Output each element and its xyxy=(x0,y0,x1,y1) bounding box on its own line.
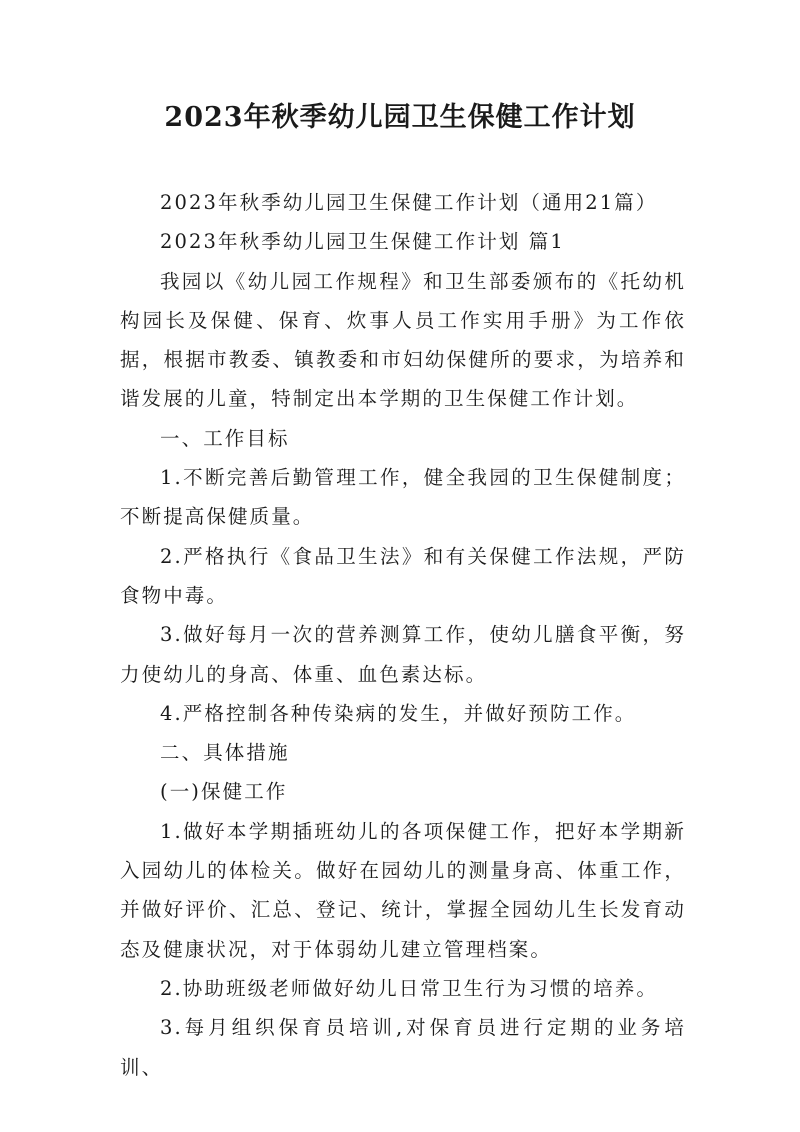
heading-specific-measures: 二、具体措施 xyxy=(160,741,290,765)
intro-paragraph: 我园以《幼儿园工作规程》和卫生部委颁布的《托幼机构园长及保健、保育、炊事人员工作实用手册》为工作依据，根据市教委、镇教委和市妇幼保健所的要求，为培养和谐发展的儿童，特制定出本学期的卫生保健工作计划。 xyxy=(120,269,686,411)
measure-item-2: 2.协助班级老师做好幼儿日常卫生行为习惯的培养。 xyxy=(160,976,659,1000)
goal-item-2: 2.严格执行《食品卫生法》和有关保健工作法规，严防食物中毒。 xyxy=(120,544,686,607)
document-title: 2023年秋季幼儿园卫生保健工作计划 xyxy=(164,102,636,133)
goal-item-4: 4.严格控制各种传染病的发生，并做好预防工作。 xyxy=(160,701,637,725)
heading-work-goals: 一、工作目标 xyxy=(160,426,290,450)
goal-item-1: 1.不断完善后勤管理工作，健全我园的卫生保健制度；不断提高保健质量。 xyxy=(120,466,686,529)
subheading-health-work: (一)保健工作 xyxy=(160,780,288,804)
section-heading-part-1: 2023年秋季幼儿园卫生保健工作计划 篇1 xyxy=(160,230,565,254)
measure-item-1: 1.做好本学期插班幼儿的各项保健工作，把好本学期新入园幼儿的体检关。做好在园幼儿的测量身高、体重工作，并做好评价、汇总、登记、统计，掌握全园幼儿生长发育动态及健康状况，对于体弱幼儿建立管理档案。 xyxy=(120,819,686,961)
goal-item-3: 3.做好每月一次的营养测算工作，使幼儿膳食平衡，努力使幼儿的身高、体重、血色素达标。 xyxy=(120,623,686,686)
measure-item-3: 3.每月组织保育员培训,对保育员进行定期的业务培训、 xyxy=(120,1016,686,1079)
document-body xyxy=(120,183,686,1087)
subtitle-paragraph: 2023年秋季幼儿园卫生保健工作计划（通用21篇） xyxy=(160,191,658,214)
